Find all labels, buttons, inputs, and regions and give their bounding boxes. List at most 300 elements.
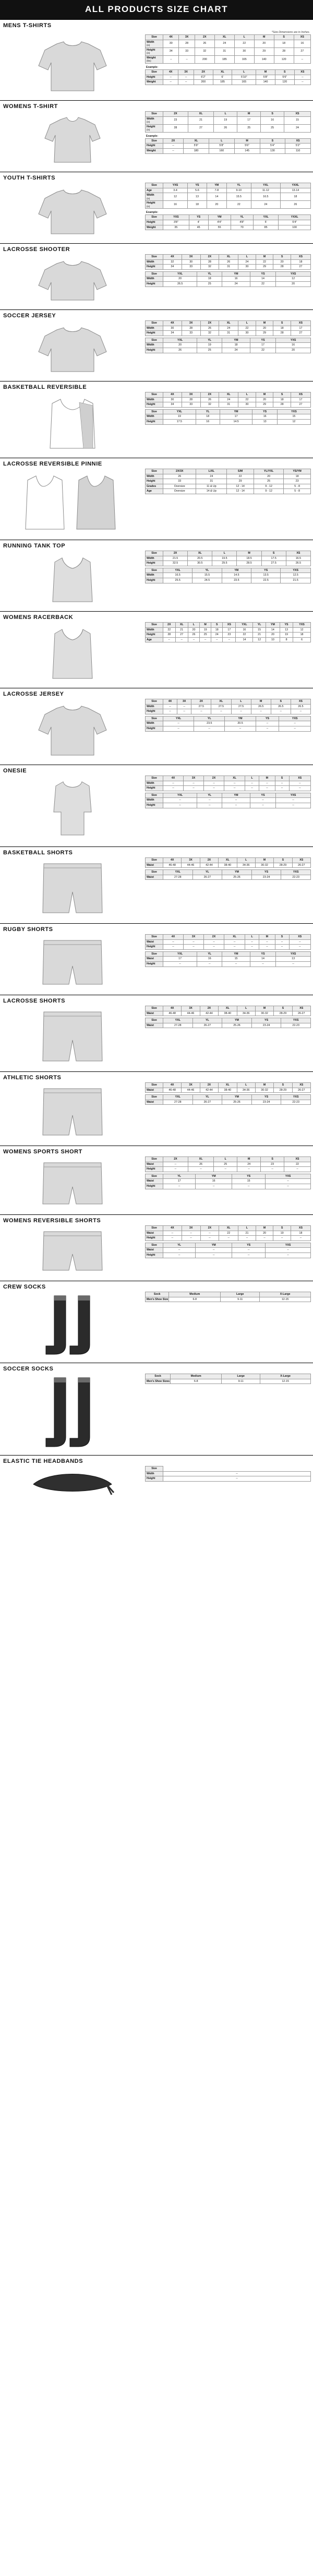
row-header: Height: [146, 348, 163, 353]
table-cell: 19: [163, 414, 196, 420]
table-cell: 23: [223, 633, 236, 638]
table-cell: 34: [163, 265, 182, 270]
table-cell: 18: [293, 633, 311, 638]
column-header: YS: [280, 623, 293, 628]
garment-illustration: [28, 1466, 117, 1502]
section-title: ATHLETIC SHORTS: [3, 1075, 62, 1081]
table-cell: 11-12: [251, 188, 280, 193]
column-header: M: [255, 1083, 273, 1088]
tables-womens-sports-short: [143, 1156, 311, 1191]
table-cell: 5 - 8: [284, 489, 311, 494]
size-table-basketball-shorts: [145, 869, 311, 880]
table-cell: --: [222, 962, 250, 967]
table-cell: --: [191, 709, 211, 714]
table-cell: --: [256, 721, 279, 726]
table-cell: --: [276, 798, 311, 803]
column-header: S: [273, 255, 291, 260]
table-cell: 27: [291, 265, 310, 270]
row-header: Weight (lbs): [146, 55, 163, 63]
column-header: Size: [146, 1095, 163, 1100]
column-header: Sock: [146, 1292, 169, 1297]
column-header: S: [211, 623, 223, 628]
table-cell: 185: [214, 55, 234, 63]
table-cell: 25-26: [222, 875, 252, 880]
row-header: Grades: [146, 484, 163, 489]
table-cell: 26-27: [292, 863, 310, 868]
table-cell: 25-26: [222, 1023, 252, 1028]
column-header: 2X: [204, 935, 224, 940]
table-cell: 18: [291, 1231, 310, 1236]
size-table-rugby-shorts: [145, 934, 311, 950]
section-soccer-jersey: [0, 309, 313, 381]
column-header: Size: [146, 112, 163, 117]
table-cell: 33: [179, 47, 195, 55]
row-header: Waist: [146, 1023, 163, 1028]
table-cell: 18: [197, 277, 222, 282]
column-header: S/M: [227, 469, 254, 474]
table-cell: 18: [211, 627, 223, 633]
table-cell: 160: [209, 149, 234, 154]
table-row: [146, 420, 311, 425]
column-header: 2X: [194, 69, 213, 75]
column-header: L: [188, 623, 199, 628]
table-row: [146, 331, 311, 336]
column-header: 2X: [200, 321, 219, 326]
tables-basketball-shorts: [143, 857, 311, 881]
column-header: YL: [197, 271, 222, 277]
table-cell: 31: [214, 47, 234, 55]
column-header: YXL: [163, 951, 197, 957]
row-header: Waist: [146, 875, 163, 880]
table-cell: 27.5: [211, 704, 231, 709]
table-cell: 20: [256, 1231, 273, 1236]
garment-illustration: [33, 1006, 112, 1068]
column-header: Size: [146, 183, 163, 188]
table-cell: --: [200, 1236, 219, 1241]
column-header: Size: [146, 138, 163, 144]
row-header: Age: [146, 188, 163, 193]
row-header: Width: [146, 414, 163, 420]
table-cell: 15: [253, 627, 266, 633]
table-cell: 5-6: [188, 188, 207, 193]
garment-art-lacrosse-jersey: [2, 699, 143, 761]
table-cell: --: [163, 144, 184, 149]
table-cell: --: [238, 1236, 256, 1241]
table-cell: --: [163, 939, 184, 945]
column-header: Large: [221, 1292, 260, 1297]
column-header: YXS: [279, 716, 311, 721]
size-table-womens-reversible-shorts: [145, 1243, 311, 1258]
section-title: MENS T-SHIRTS: [3, 22, 52, 29]
column-header: XS: [285, 138, 311, 144]
table-cell: 33: [182, 265, 200, 270]
size-table-basketball-reversible: [145, 392, 311, 408]
column-header: L: [214, 112, 237, 117]
section-mens-t-shirts: [0, 19, 313, 100]
section-title: RUNNING TANK TOP: [3, 543, 66, 549]
table-cell: --: [259, 945, 275, 950]
section-lacrosse-shooter: [0, 243, 313, 309]
section-body: [0, 1374, 313, 1455]
table-cell: 28: [200, 259, 219, 265]
table-cell: 32: [200, 331, 219, 336]
column-header: XL: [224, 776, 245, 781]
table-cell: 27-28: [163, 1023, 193, 1028]
table-cell: 23: [284, 479, 311, 484]
table-cell: 29: [227, 479, 254, 484]
table-cell: 30: [163, 397, 182, 402]
table-cell: 26.5: [163, 282, 197, 287]
row-header: Width: [146, 798, 163, 803]
table-cell: 25: [197, 348, 222, 353]
table-cell: --: [163, 1231, 182, 1236]
table-cell: --: [188, 637, 199, 642]
column-header: Medium: [171, 1374, 222, 1379]
column-header: L: [232, 69, 256, 75]
column-header: YS: [232, 1174, 266, 1179]
row-header: Height: [146, 1476, 163, 1482]
section-title: ONESIE: [3, 768, 27, 774]
row-header: Waist: [146, 939, 163, 945]
column-header: YL: [192, 568, 222, 573]
table-cell: 20: [188, 627, 199, 633]
section-body: [0, 111, 313, 172]
table-cell: 17: [163, 1179, 196, 1184]
table-cell: --: [266, 1179, 311, 1184]
row-header: Height (in): [146, 201, 163, 209]
tables-soccer-socks: [143, 1374, 311, 1386]
table-cell: 21.5: [281, 578, 311, 583]
section-body: [0, 934, 313, 995]
table-cell: --: [196, 1184, 232, 1189]
garment-art-soccer-jersey: [2, 320, 143, 378]
row-header: Height: [146, 265, 163, 270]
table-cell: 11 & Up: [196, 484, 227, 489]
table-row: [146, 962, 311, 967]
table-cell: 165: [234, 55, 254, 63]
column-header: S: [275, 776, 289, 781]
column-header: 2X: [200, 858, 218, 863]
table-cell: 33: [182, 402, 200, 408]
garment-illustration: [33, 1374, 112, 1452]
table-cell: 16: [196, 420, 220, 425]
table-cell: 13.5: [251, 573, 281, 578]
table-cell: 33: [182, 331, 200, 336]
table-row: [146, 578, 311, 583]
column-header: YL: [253, 623, 266, 628]
table-cell: 25.5: [163, 578, 192, 583]
table-cell: --: [250, 798, 275, 803]
table-cell: 18: [284, 474, 311, 479]
table-cell: 17: [250, 343, 275, 348]
table-cell: 18: [280, 193, 310, 201]
row-header: Age: [146, 489, 163, 494]
section-womens-reversible-shorts: [0, 1214, 313, 1281]
table-cell: 3'8": [163, 220, 189, 225]
table-cell: 9-10: [226, 188, 251, 193]
size-table-soccer-socks: [145, 1374, 311, 1384]
table-cell: --: [163, 798, 197, 803]
table-cell: 18: [291, 259, 310, 265]
table-cell: 26.5: [271, 704, 291, 709]
table-cell: 130: [260, 149, 285, 154]
table-cell: 26-27: [292, 1088, 310, 1093]
column-header: Size: [146, 69, 163, 75]
table-cell: 24: [222, 348, 250, 353]
column-header: XS: [291, 321, 310, 326]
table-cell: 26-27: [292, 1011, 310, 1016]
table-cell: 17.5: [163, 420, 196, 425]
table-cell: 16.5: [286, 556, 310, 561]
tables-youth-t-shirts: [143, 183, 311, 232]
column-header: Size: [146, 321, 163, 326]
table-cell: 19: [214, 116, 237, 124]
tables-soccer-jersey: [143, 320, 311, 355]
garment-illustration: [33, 320, 112, 378]
section-body: [0, 183, 313, 243]
table-row: [146, 627, 311, 633]
table-cell: --: [245, 939, 259, 945]
table-row: [146, 124, 311, 132]
column-header: YL/YXL: [254, 469, 284, 474]
table-cell: --: [271, 709, 291, 714]
table-cell: 5'6": [275, 75, 294, 80]
table-cell: 31: [219, 265, 238, 270]
table-cell: --: [163, 1253, 196, 1258]
table-cell: --: [275, 945, 289, 950]
section-title: LACROSSE SHOOTER: [3, 246, 70, 253]
table-cell: --: [163, 637, 176, 642]
section-basketball-shorts: [0, 846, 313, 923]
column-header: YXS: [276, 338, 311, 343]
tables-elastic-tie-headbands: [143, 1466, 311, 1483]
table-cell: 34-36: [237, 863, 255, 868]
row-header: Waist: [146, 1011, 163, 1016]
table-cell: 3-4: [163, 188, 188, 193]
garment-art-womens-t-shirt: [2, 111, 143, 169]
table-cell: 13: [280, 627, 293, 633]
table-cell: 100: [279, 225, 311, 230]
table-cell: 16: [163, 201, 188, 209]
table-cell: --: [163, 704, 177, 709]
table-cell: 42-44: [200, 863, 218, 868]
table-cell: 22-23: [281, 1100, 311, 1105]
size-table-youth-t-shirts: [145, 183, 311, 209]
row-header: Height: [146, 945, 163, 950]
table-cell: --: [289, 945, 310, 950]
tables-womens-reversible-shorts: [143, 1225, 311, 1260]
column-header: M: [256, 69, 275, 75]
row-header: Height: [146, 282, 163, 287]
column-header: XL: [224, 935, 245, 940]
table-cell: 27.5: [231, 704, 251, 709]
size-table-lacrosse-shorts: [145, 1006, 311, 1016]
table-cell: --: [163, 721, 194, 726]
column-header: XL: [175, 623, 188, 628]
column-header: YXL: [163, 716, 194, 721]
row-header: Height: [146, 1184, 163, 1189]
column-header: L: [237, 1083, 255, 1088]
table-cell: 14.5: [222, 573, 251, 578]
column-header: YS: [250, 338, 275, 343]
garment-art-lacrosse-shorts: [2, 1006, 143, 1068]
column-header: YXL: [163, 870, 193, 875]
row-header: Age: [146, 637, 163, 642]
column-header: YL: [196, 409, 220, 414]
table-cell: 30: [238, 402, 256, 408]
row-header: Width: [146, 781, 163, 786]
column-header: 2X: [204, 776, 224, 781]
column-header: 4X: [163, 35, 179, 40]
table-cell: 32: [200, 265, 219, 270]
column-header: XL: [211, 699, 231, 705]
column-header: Sock: [146, 1374, 171, 1379]
footer-spacer: [0, 1506, 313, 1511]
column-header: YXS: [277, 409, 310, 414]
garment-illustration: [33, 1292, 112, 1359]
table-cell: --: [224, 781, 245, 786]
table-cell: 14: [250, 277, 275, 282]
garment-art-elastic-tie-headbands: [2, 1466, 143, 1502]
table-cell: --: [204, 939, 224, 945]
column-header: Size: [146, 870, 163, 875]
table-cell: --: [289, 781, 310, 786]
column-header: 3X: [182, 255, 200, 260]
column-header: 2X: [195, 35, 214, 40]
table-cell: 18.5: [237, 556, 261, 561]
column-header: Size: [146, 1174, 163, 1179]
table-cell: 23-24: [251, 1023, 281, 1028]
table-cell: 14: [236, 637, 253, 642]
table-cell: --: [196, 1248, 232, 1253]
table-row: [146, 1184, 311, 1189]
column-header: X-Large: [260, 1292, 311, 1297]
tables-crew-socks: [143, 1292, 311, 1304]
column-header: YL: [163, 1174, 196, 1179]
table-cell: --: [197, 962, 222, 967]
section-title: RUGBY SHORTS: [3, 926, 53, 933]
column-header: YS: [250, 793, 275, 798]
table-cell: 24: [196, 474, 227, 479]
garment-art-running-tank-top: [2, 551, 143, 608]
table-cell: 15.5: [192, 573, 222, 578]
table-row: [146, 561, 311, 566]
row-header: Height: [146, 1236, 163, 1241]
table-cell: --: [275, 786, 289, 791]
table-cell: --: [163, 726, 194, 732]
column-header: YS: [251, 568, 281, 573]
table-row: [146, 47, 311, 55]
size-table-basketball-reversible: [145, 409, 311, 425]
garment-illustration: [39, 111, 106, 169]
column-header: YXS: [266, 1243, 311, 1248]
table-cell: 16: [196, 1179, 232, 1184]
garment-illustration: [33, 699, 112, 761]
section-body: [0, 551, 313, 611]
table-cell: 10: [266, 637, 280, 642]
table-row: [146, 1253, 311, 1258]
column-header: XS: [292, 858, 310, 863]
column-header: L: [238, 1226, 256, 1231]
table-row: [146, 781, 311, 786]
table-cell: 27-28: [163, 875, 193, 880]
section-title: BASKETBALL SHORTS: [3, 850, 73, 856]
table-cell: 19: [200, 627, 211, 633]
row-header: Width (in): [146, 40, 163, 47]
column-header: 3X: [182, 321, 200, 326]
tables-lacrosse-jersey: [143, 699, 311, 733]
table-cell: 55: [208, 225, 231, 230]
table-cell: --: [214, 1167, 237, 1172]
table-cell: 17: [220, 414, 252, 420]
size-table-womens-sports-short: [145, 1156, 311, 1172]
row-header: Width (in): [146, 193, 163, 201]
table-cell: 22: [250, 348, 275, 353]
table-cell: 22: [234, 40, 254, 47]
table-cell: 12-15: [260, 1297, 311, 1302]
section-athletic-shorts: [0, 1071, 313, 1146]
column-header: YM: [266, 623, 280, 628]
column-header: YM: [222, 1095, 252, 1100]
tables-lacrosse-reversible-pinnie: [143, 469, 311, 496]
table-cell: 9 - 12: [254, 484, 284, 489]
table-cell: --: [196, 1253, 232, 1258]
row-header: Width: [146, 1471, 163, 1476]
column-header: L: [237, 1006, 255, 1011]
table-cell: 20: [163, 343, 197, 348]
column-header: M: [237, 112, 261, 117]
row-header: Height: [146, 561, 163, 566]
section-elastic-tie-headbands: [0, 1455, 313, 1506]
table-row: [146, 265, 311, 270]
column-header: XL: [188, 112, 213, 117]
column-header: 2X: [163, 1157, 188, 1162]
table-cell: 31: [196, 479, 227, 484]
garment-art-youth-t-shirts: [2, 183, 143, 240]
table-cell: --: [224, 945, 245, 950]
column-header: YXL: [163, 271, 197, 277]
table-cell: --: [294, 55, 310, 63]
column-header: YXL: [163, 568, 192, 573]
column-header: YL: [163, 1243, 196, 1248]
column-header: 3X: [178, 69, 194, 75]
table-cell: 30: [238, 265, 256, 270]
table-row: [146, 1471, 311, 1476]
table-cell: 30-32: [255, 1088, 273, 1093]
table-cell: 4': [189, 220, 208, 225]
size-table-lacrosse-jersey: [145, 699, 311, 714]
table-cell: 34-36: [237, 1011, 255, 1016]
section-title: WOMENS REVERSIBLE SHORTS: [3, 1218, 101, 1224]
section-body: [0, 857, 313, 923]
table-cell: 32.5: [163, 561, 188, 566]
column-header: M: [259, 776, 275, 781]
column-header: XS: [292, 1083, 310, 1088]
table-cell: 22-23: [281, 875, 311, 880]
table-cell: 27-28: [163, 1100, 193, 1105]
table-cell: Oversize: [163, 484, 196, 489]
table-cell: 20: [276, 348, 311, 353]
column-header: YM: [222, 568, 251, 573]
column-header: YM: [222, 1018, 252, 1023]
size-table-mens-t-shirts: [145, 69, 311, 85]
column-header: Size: [146, 255, 163, 260]
table-cell: 21.5: [163, 556, 188, 561]
table-cell: 21: [188, 116, 213, 124]
row-header: Height: [146, 709, 163, 714]
column-header: 2X: [163, 112, 188, 117]
table-cell: --: [182, 1236, 200, 1241]
